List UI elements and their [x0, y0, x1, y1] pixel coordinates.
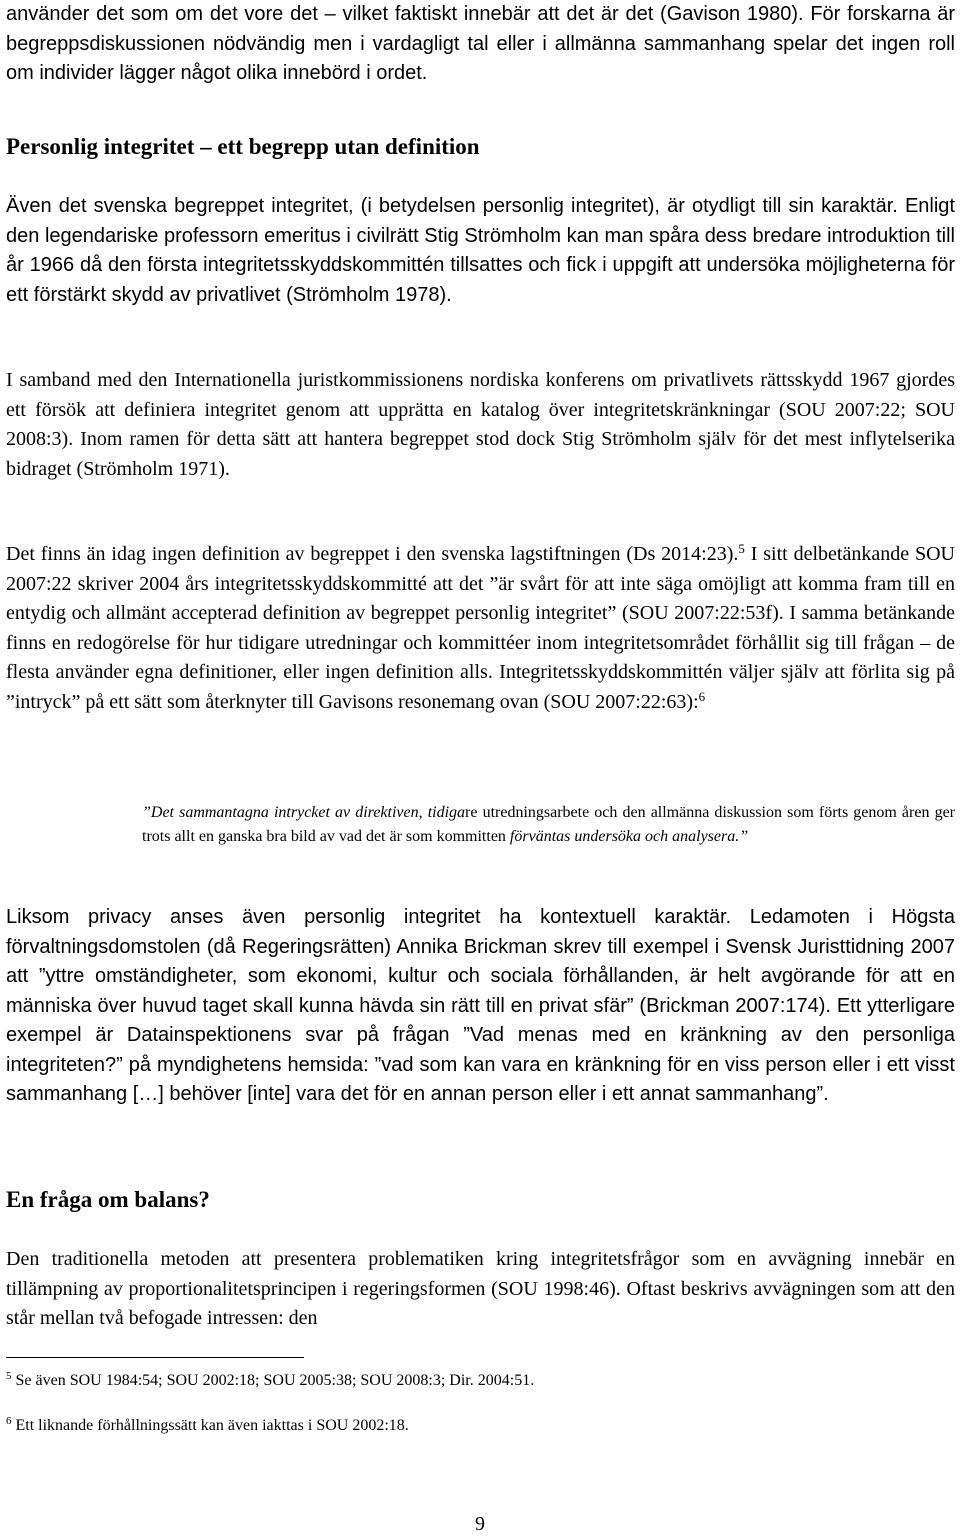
footnote-ref-5: 5 [738, 541, 745, 556]
footnote-5 [6, 1371, 534, 1391]
paragraph-context: Liksom privacy anses även personlig integritet ha kontextuell karaktär. Ledamoten i Högsta förvaltningsdomstolen (då Regeringsrätten) Annika Brickman skrev till exempel i Svensk Juristtidning 2007 att ”yttre omständigheter, som ekonomi, kultur och sociala förhållanden, är helt avgörande för att en människa över huvud taget skall kunna hävda sin rätt till en privat sfär” (Brickman 2007:174). Ett ytterligare exempel är Datainspektionens svar på frågan ”Vad menas med en kränkning av den personliga integriteten?” på myndighetens hemsida: ”vad som kan vara en kränkning för en viss person eller i ett visst sammanhang […] behöver [inte] vara det för en annan person eller i ett annat sammanhang”. [6, 906, 955, 1105]
footnote-5-text: Se även SOU 1984:54; SOU 2002:18; SOU 2005:38; SOU 2008:3; Dir. 2004:51. [11, 1372, 535, 1389]
paragraph-no-definition-part1: Det finns än idag ingen definition av begreppet i den svenska lagstiftningen (Ds 2014:23). [6, 543, 739, 565]
paragraph-jurist-commission: I samband med den Internationella juristkommissionens nordiska konferens om privatlivets rättsskydd 1967 gjordes ett försök att definiera integritet genom att upprätta en katalog över integritetskränkningar (SOU 2007:22; SOU 2008:3). Inom ramen för detta sätt att hantera begreppet stod dock Stig Strömholm själv för det mest inflytelserika bidraget (Strömholm 1971). [6, 369, 955, 480]
section-heading-balance: En fråga om balans? [6, 1187, 210, 1212]
block-quote [142, 801, 955, 849]
quote-italic-start: ”Det sammantagna intrycket av direktiven, tidiga [142, 804, 466, 821]
paragraph-swedish-concept: Även det svenska begreppet integritet, (i betydelsen personlig integritet), är otydligt till sin karaktär. Enligt den legendariske professorn emeritus i civilrätt Stig Strömholm kan man spåra dess bredare introduktion till år 1966 då den första integritetsskyddskommittén tillsattes och fick i uppgift att undersöka möjligheterna för ett förstärkt skydd av privatlivet (Strömholm 1978). [6, 195, 955, 306]
footnote-6 [6, 1416, 409, 1436]
paragraph-no-definition-part2: I sitt delbetänkande SOU 2007:22 skriver 2004 års integritetsskyddskommitté att det ”är svårt för att inte säga omöjligt att komma fram till en entydig och allmänt accepterad definition av begreppet personlig integritet” (SOU 2007:22:53f). I samma betänkande finns en redogörelse för hur tidigare utredningar och kommittéer inom integritetsområdet förhållit sig till frågan – de flesta använder egna definitioner, eller ingen definition alls. Integritetsskyddskommittén väljer själv att förlita sig på ”intryck” på ett sätt som återknyter till Gavisons resonemang ovan (SOU 2007:22:63): [6, 543, 955, 713]
footnote-6-text: Ett liknande förhållningssätt kan även iakttas i SOU 2002:18. [11, 1417, 409, 1434]
section-heading-integrity: Personlig integritet – ett begrepp utan definition [6, 134, 480, 159]
paragraph-no-definition [6, 540, 955, 717]
quote-middle: re utredningsarbete och den allmänna diskussion som förts genom åren ger trots allt en ganska bra bild av vad det är som kommitten [142, 804, 955, 845]
footnote-6-number: 6 [6, 1415, 12, 1427]
footnote-5-number: 5 [6, 1370, 12, 1382]
quote-italic-end: förväntas undersöka och analysera.” [509, 828, 749, 845]
footnote-ref-6: 6 [698, 688, 706, 704]
page-number: 9 [475, 1513, 485, 1535]
footnote-divider [6, 1357, 304, 1358]
paragraph-balance: Den traditionella metoden att presentera problematiken kring integritetsfrågor som en avvägning innebär en tillämpning av proportionalitetsprincipen i regeringsformen (SOU 1998:46). Oftast beskrivs avvägningen som att den står mellan två befogade intressen: den [6, 1248, 955, 1329]
intro-paragraph: använder det som om det vore det – vilket faktiskt innebär att det är det (Gavison 1980). För forskarna är begreppsdiskussionen nödvändig men i vardagligt tal eller i allmänna sammanhang spelar det ingen roll om individer lägger något olika innebörd i ordet. [6, 3, 955, 84]
